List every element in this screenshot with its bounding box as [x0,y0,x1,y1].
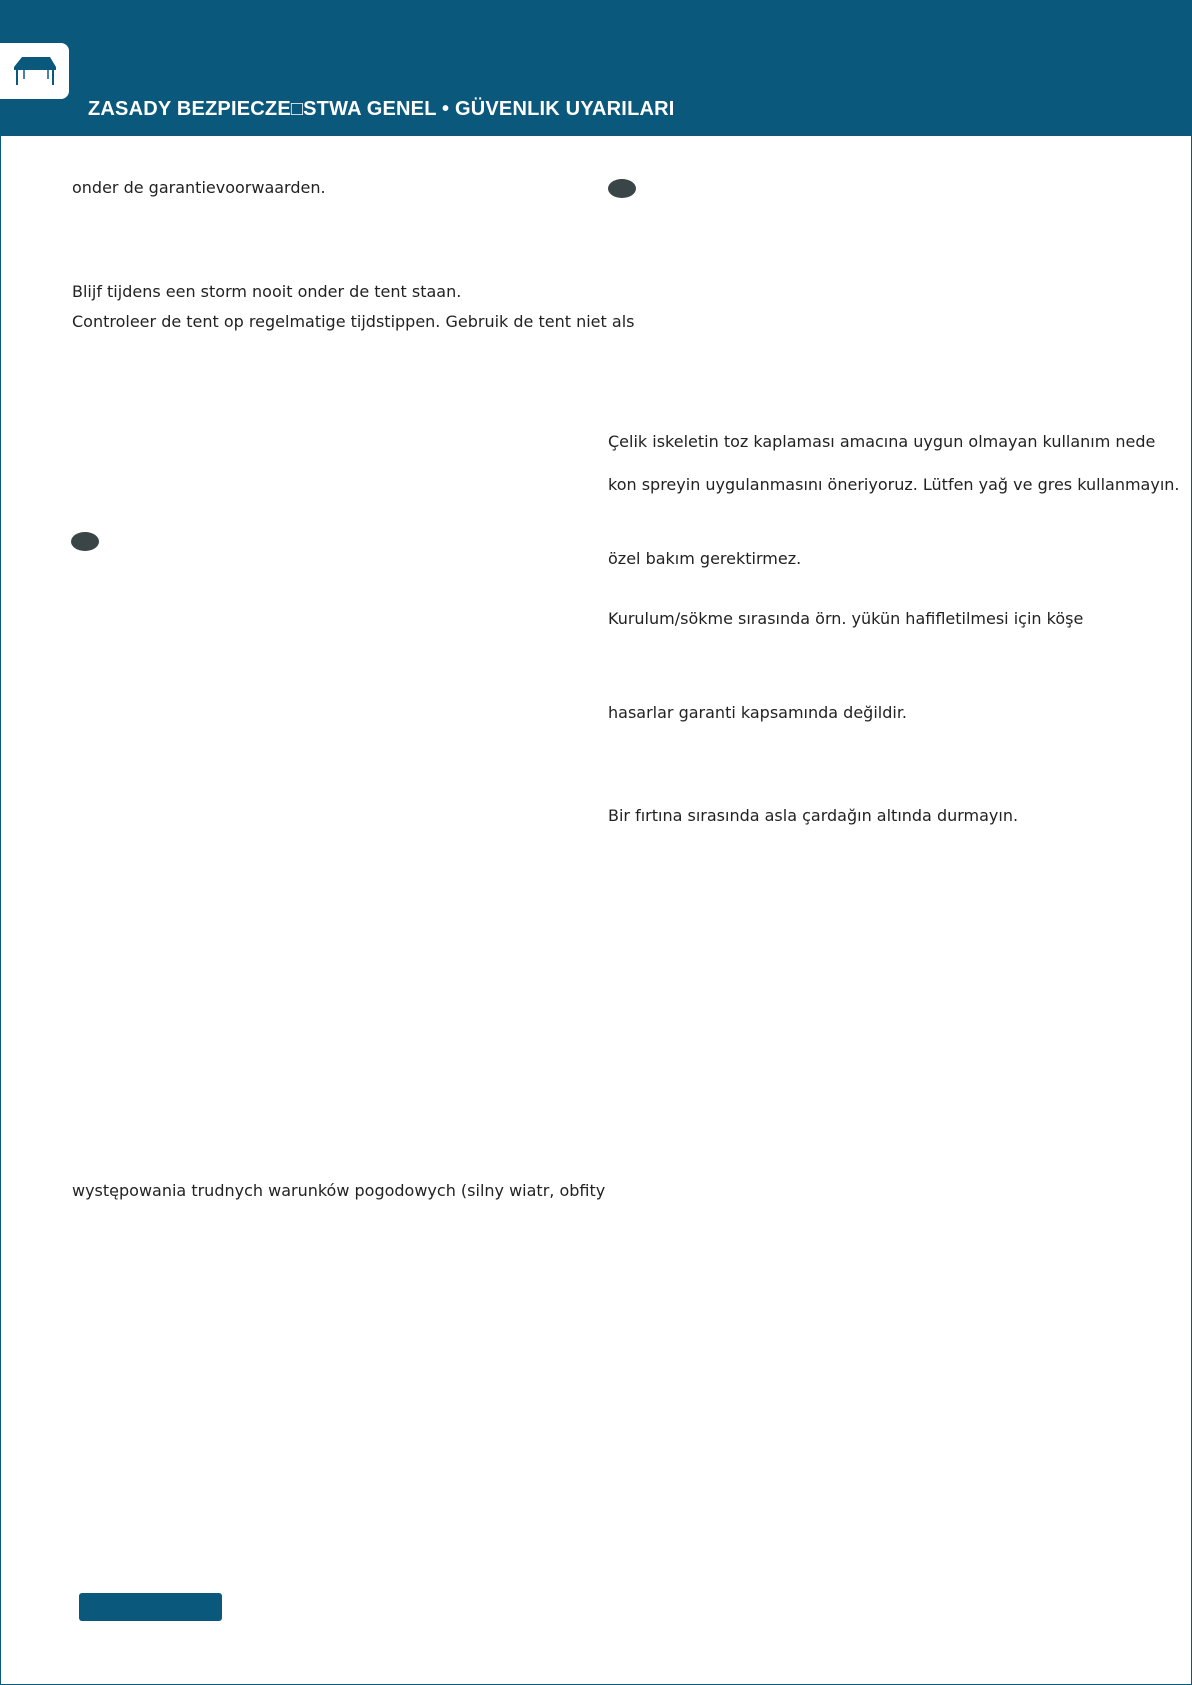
header-bar [0,0,1192,136]
left-text-line: Blijf tijdens een storm nooit onder de tent staan. [72,282,462,301]
page-title: ZASADY BEZPIECZE□STWA GENEL • GÜVENLIK UYARILARI [88,98,675,120]
left-text-line: onder de garantievoorwaarden. [72,178,326,197]
right-text-line: kon spreyin uygulanmasını öneriyoruz. Lütfen yağ ve gres kullanmayın. [608,475,1180,494]
bullet-marker [71,532,99,551]
right-text-line: Bir fırtına sırasında asla çardağın altında durmayın. [608,806,1019,825]
right-text-line: Kurulum/sökme sırasında örn. yükün hafifletilmesi için köşe [608,609,1084,628]
footer-badge [79,1593,222,1621]
right-text-line: özel bakım gerektirmez. [608,549,802,568]
right-text-line: hasarlar garanti kapsamında değildir. [608,703,908,722]
left-text-line: występowania trudnych warunków pogodowych (silny wiatr, obfity [72,1181,606,1200]
right-text-line: Çelik iskeletin toz kaplaması amacına uygun olmayan kullanım nede [608,432,1156,451]
left-text-line: Controleer de tent op regelmatige tijdstippen. Gebruik de tent niet als [72,312,635,331]
logo-tile [0,43,69,99]
bullet-marker [608,179,636,198]
